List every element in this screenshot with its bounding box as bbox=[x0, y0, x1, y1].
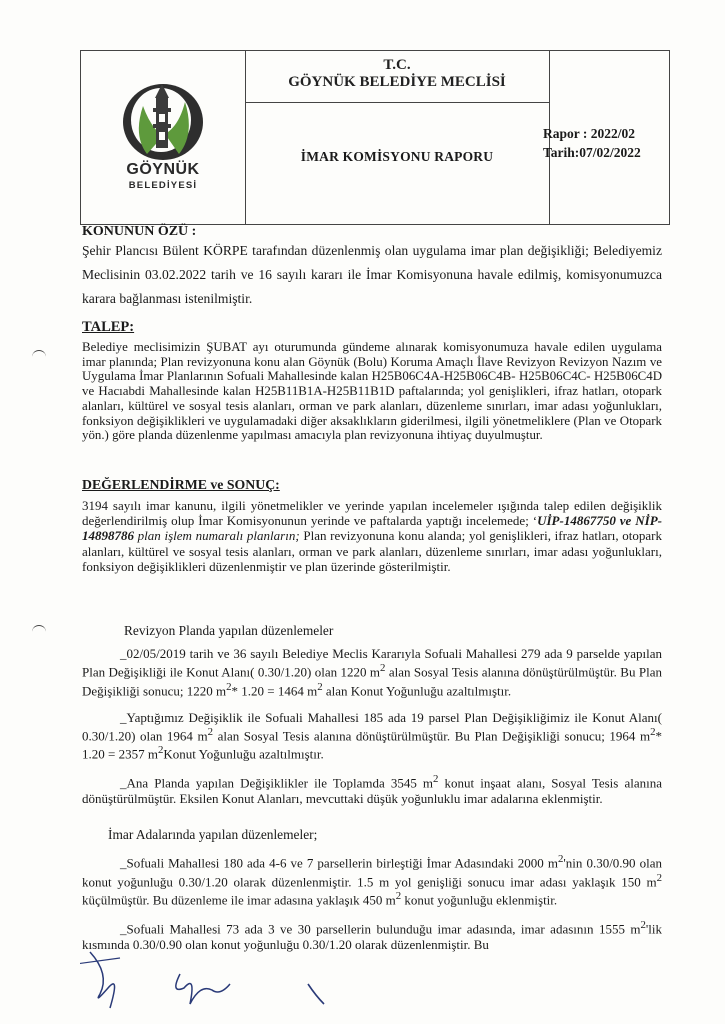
revizyon-item-2-c: * 1.20 = 2357 m bbox=[82, 728, 663, 762]
plan-process-ids: UİP-14867750 ve NİP-14898786 bbox=[82, 513, 663, 544]
plan-process-note: plan işlem numaralı planların; bbox=[134, 528, 300, 544]
degerlendirme-heading: DEĞERLENDİRME ve SONUÇ: bbox=[82, 477, 280, 492]
talep-section bbox=[82, 318, 662, 443]
revizyon-item-2-d: Konut Yoğunluğu azaltılmıştır. bbox=[163, 746, 324, 762]
degerlendirme-text-b: Plan revizyonuna konu alanda; yol genişlikleri, ifraz hatları, otopark alanları, kültürel ve sosyal tesis alanları, orman ve park alanları, düzenleme sınırları, imar adası yoğunlukları, fonksiyon değişiklikleri düzenlenmiştir ve plan üzerinde gösterilmiştir. bbox=[82, 528, 662, 574]
revizyon-heading: Revizyon Planda yapılan düzenlemeler bbox=[124, 623, 334, 638]
municipality-logo-icon bbox=[103, 76, 223, 162]
tc-label: T.C. bbox=[383, 57, 411, 73]
sup: 2 bbox=[157, 744, 164, 757]
council-title-cell bbox=[245, 51, 550, 103]
sup: 2 bbox=[558, 853, 564, 865]
logo-year: 1923 bbox=[156, 152, 168, 158]
imar-section bbox=[82, 826, 662, 952]
report-title-cell bbox=[245, 102, 550, 224]
imar-item-1-a: _Sofuali Mahallesi 180 ada 4-6 ve 7 parsellerin birleştiği İmar Adasındaki 2000 m bbox=[120, 855, 558, 871]
sup: 2 bbox=[380, 662, 386, 675]
imar-heading: İmar Adalarında yapılan düzenlemeler; bbox=[108, 827, 318, 842]
sup: 2 bbox=[226, 680, 232, 693]
report-info-cell bbox=[543, 51, 669, 224]
sup: 2 bbox=[640, 918, 646, 931]
logo-cell bbox=[81, 51, 246, 224]
revizyon-item-2-b: alan Sosyal Tesis alanına dönüştürülmüştür. Bu Plan Değişikliği sonucu; 1964 m bbox=[213, 728, 651, 744]
sup: 2 bbox=[207, 725, 214, 738]
revizyon-item-1-d: alan Konut Yoğunluğu azaltılmıştır. bbox=[322, 683, 512, 699]
revizyon-item-1-c: * 1.20 = 1464 m bbox=[231, 683, 318, 699]
report-title: İMAR KOMİSYONU RAPORU bbox=[300, 149, 494, 164]
konu-text: Şehir Plancısı Bülent KÖRPE tarafından düzenlenmiş olan uygulama imar plan değişikliği; Belediyemiz Meclisinin 03.02.2022 tarih ve 16 sayılı kararı ile İmar Komisyonuna havale edilmiş, komisyonumuzca karara bağlanması istenilmiştir. bbox=[82, 243, 662, 306]
logo-name: GÖYNÜK bbox=[126, 161, 200, 178]
konu-section bbox=[82, 223, 662, 311]
imar-item-2-b: 'lik kısmında 0.30/0.90 olan konut yoğunluğu 0.30/1.20 olarak düzenlenmiştir. Bu bbox=[82, 921, 662, 952]
punch-hole-mark bbox=[32, 350, 46, 359]
sup: 2 bbox=[650, 725, 656, 738]
degerlendirme-text bbox=[82, 498, 662, 574]
sup: 2 bbox=[395, 890, 402, 903]
konu-heading: KONUNUN ÖZÜ : bbox=[82, 224, 197, 239]
sup: 2 bbox=[656, 871, 662, 884]
revizyon-section bbox=[82, 622, 662, 806]
revizyon-item-3-a: _Ana Planda yapılan Değişiklikler ile Toplamda 3545 m bbox=[120, 775, 434, 791]
signatures-icon bbox=[80, 944, 340, 1014]
report-number bbox=[543, 124, 641, 162]
header-table bbox=[80, 50, 670, 225]
imar-item-2-a: _Sofuali Mahallesi 73 ada 3 ve 30 parsellerin bulunduğu imar adasında, imar adasının 1555 m bbox=[120, 921, 641, 937]
revizyon-item-1-a: _02/05/2019 tarih ve 36 sayılı Belediye Meclis Kararıyla Sofuali Mahallesi 279 ada 9 parselde yapılan Plan Değişikliği ile Konut Alanı( 0.30/1.20) olan 1220 m bbox=[82, 646, 662, 680]
sup: 2 bbox=[433, 773, 439, 786]
imar-item-1-c: küçülmüştür. Bu düzenleme ile imar adasına yaklaşık 450 m bbox=[82, 892, 396, 908]
revizyon-item-3 bbox=[82, 772, 662, 806]
logo-subtitle: BELEDİYESİ bbox=[128, 180, 198, 191]
sup: 2 bbox=[317, 680, 323, 693]
revizyon-item-1-b: alan Sosyal Tesis alanına dönüştürülmüştür. Bu Plan Değişikliği sonucu; 1220 m bbox=[82, 664, 662, 699]
revizyon-item-1 bbox=[82, 646, 662, 699]
revizyon-item-2-a: _Yaptığımız Değişiklik ile Sofuali Mahallesi 185 ada 19 parsel Plan Değişikliğimiz ile Konut Alanı( 0.30/1.20) olan 1964 m bbox=[82, 709, 662, 744]
degerlendirme-text-a: 3194 sayılı imar kanunu, ilgili yönetmelikler ve yerinde yapılan incelemeler ışığında talep edilen değişiklik değerlendirilmiş olup İmar Komisyonunun yerinde ve paftalarda yaptığı incelemede; ‘ bbox=[82, 498, 662, 529]
revizyon-item-3-b: konut inşaat alanı, Sosyal Tesis alanına dönüştürülmüştür. Eksilen Konut Alanları, mevcuttaki düşük yoğunluklu imar adalarına eklenmiştir. bbox=[82, 775, 662, 806]
talep-heading: TALEP: bbox=[82, 319, 135, 335]
revizyon-item-2 bbox=[82, 710, 662, 763]
degerlendirme-section bbox=[82, 476, 662, 574]
punch-hole-mark bbox=[32, 625, 46, 634]
report-date-text: Tarih:07/02/2022 bbox=[543, 145, 641, 160]
report-number-text: Rapor : 2022/02 bbox=[543, 126, 636, 141]
imar-item-1-b: 'nin 0.30/0.90 olan konut yoğunluğu 0.30/1.20 olarak düzenlenmiştir. 1.5 m yol genişliği sonucu imar adası yaklaşık 150 m bbox=[82, 855, 663, 889]
imar-item-1-d: konut yoğunluğu eklenmiştir. bbox=[401, 892, 558, 908]
imar-item-1 bbox=[82, 852, 662, 908]
council-name: GÖYNÜK BELEDİYE MECLİSİ bbox=[288, 74, 506, 90]
talep-text: Belediye meclisimizin ŞUBAT ayı oturumunda gündeme alınarak komisyonumuza havale edilen uygulama imar planında; Plan revizyonuna konu alan Göynük (Bolu) Koruma Amaçlı İlave Revizyon Revizyon Nazım ve Uygulama İmar Planlarının Sofuali Mahallesinde kalan H25B06C4A-H25B06C4B- H25B06C4C- H25B06C4D ve Hacıabdi Mahallesinde kalan H25B11B1A-H25B11B1D paftalarında; yol genişlikleri, ifraz hatları, otopark alanları, kültürel ve sosyal tesis alanları, orman ve park alanları, düzenleme sınırları, imar adası yoğunlukları, fonksiyon değişiklikleri ve uygulamadaki diğer aksaklıkların giderilmesi, ilgili yönetmeliklere (Plan ve Otopark yön.) göre planda düzenlenme yapılması amacıyla plan revizyonuna ihtiyaç duyulmuştur. bbox=[82, 340, 662, 443]
